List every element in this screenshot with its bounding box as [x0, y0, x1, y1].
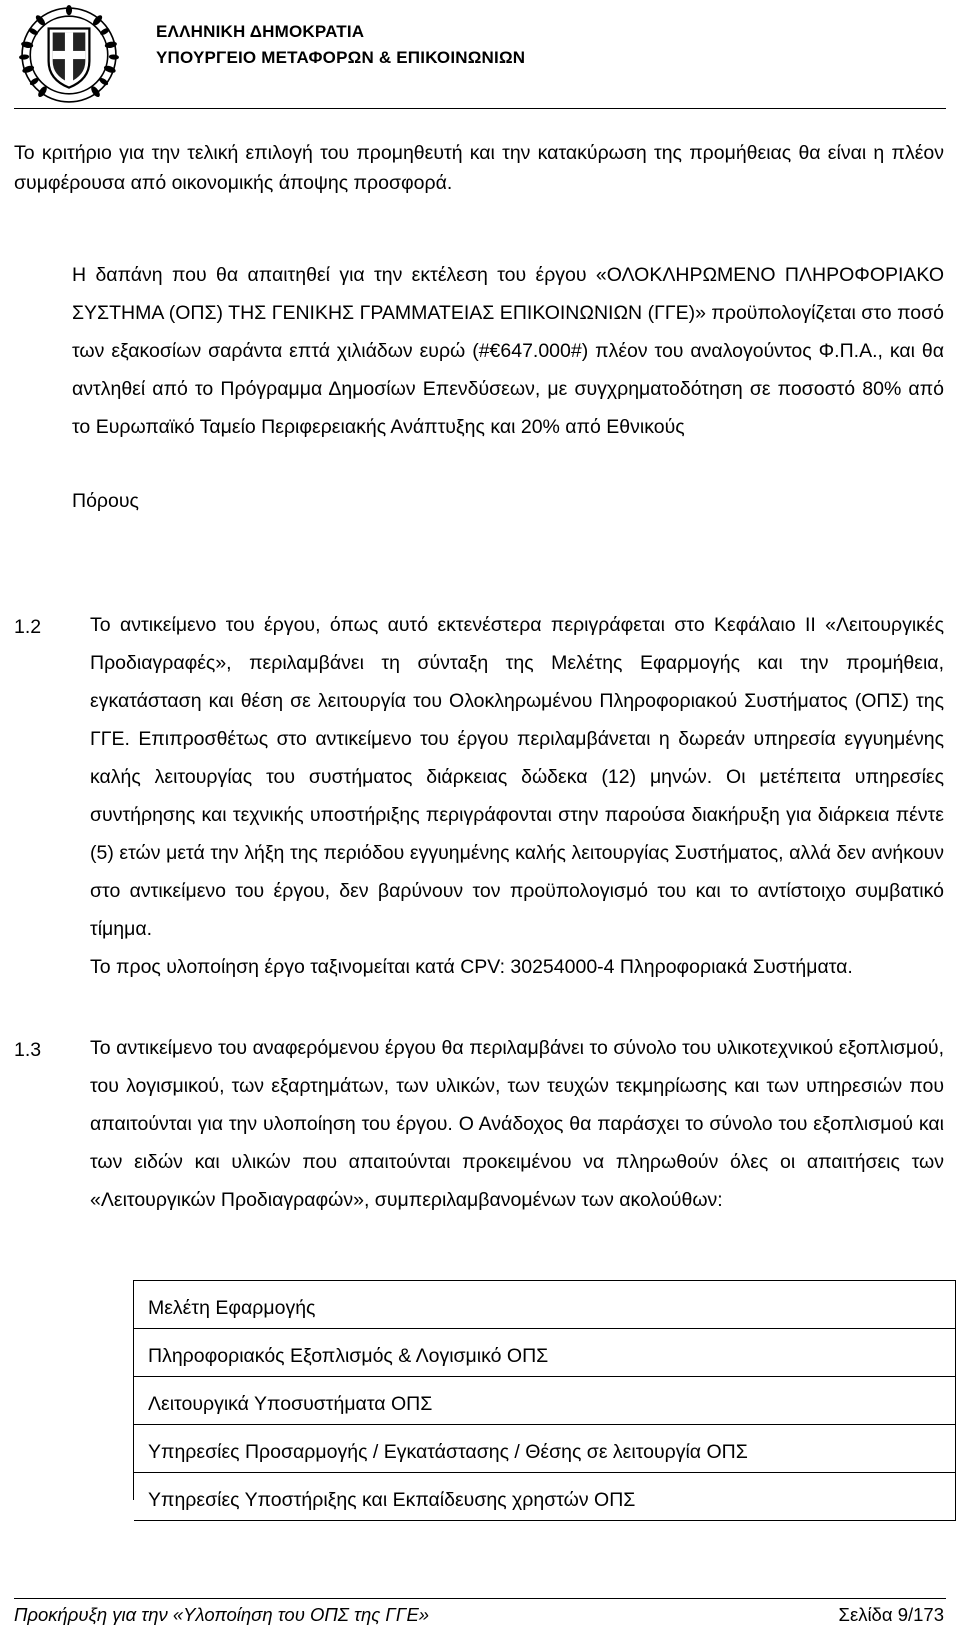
section-1-2-text: Το αντικείμενο του έργου, όπως αυτό εκτενέστερα περιγράφεται στο Κεφάλαιο ΙΙ «Λειτουργικές Προδιαγραφές», περιλαμβάνει τη σύνταξη της Μελέτης Εφαρμογής και την προμήθεια, εγκατάσταση και θέση σε λειτουργία του Ολοκληρωμένου Πληροφοριακού Συστήματος (ΟΠΣ) της ΓΓΕ. Επιπροσθέτως στο αντικείμενο του έργου περιλαμβάνεται η δωρεάν υπηρεσία εγγυημένης καλής λειτουργίας του συστήματος διάρκειας δώδεκα (12) μηνών. Οι μετέπειτα υπηρεσίες συντήρησης και τεχνικής υποστήριξης περιγράφονται στην παρούσα διακήρυξη για διάρκεια πέντε (5) ετών μετά την λήξη της περιόδου εγγυημένης καλής λειτουργίας Συστήματος, αλλά δεν ανήκουν στο αντικείμενο του έργου, δεν βαρύνουν τον προϋπολογισμό του και το αντίστοιχο συμβατικό τίμημα.: [90, 614, 944, 940]
table-row: [134, 1377, 955, 1425]
footer-page-number: Σελίδα 9/173: [838, 1604, 944, 1625]
table-row: [134, 1281, 955, 1329]
section-1-2-body: [90, 606, 944, 986]
page-header: [14, 4, 946, 109]
header-ministry: ΥΠΟΥΡΓΕΙΟ ΜΕΤΑΦΟΡΩΝ & ΕΠΙΚΟΙΝΩΝΙΩΝ: [156, 48, 526, 67]
table-row: [134, 1425, 955, 1473]
table-cell: Υπηρεσίες Προσαρμογής / Εγκατάστασης / Θέσης σε λειτουργία ΟΠΣ: [148, 1441, 748, 1463]
section-1-3-text: Το αντικείμενο του αναφερόμενου έργου θα περιλαμβάνει το σύνολο του υλικοτεχνικού εξοπλισμού, του λογισμικού, των εξαρτημάτων, των υλικών, των τευχών τεκμηρίωσης και των υπηρεσιών που απαιτούνται για την υλοποίηση του έργου. Ο Ανάδοχος θα παράσχει το σύνολο του εξοπλισμού και των ειδών και υλικών που απαιτούνται προκειμένου να πληρωθούν όλες οι απαιτήσεις των «Λειτουργικών Προδιαγραφών», συμπεριλαμβανομένων των ακολούθων:: [90, 1037, 944, 1211]
section-1-2-cpv: Το προς υλοποίηση έργο ταξινομείται κατά CPV: 30254000-4 Πληροφοριακά Συστήματα.: [90, 956, 853, 978]
footer-document-title: Προκήρυξη για την «Υλοποίηση του ΟΠΣ της ΓΓΕ»: [14, 1604, 430, 1625]
table-cell: Πληροφοριακός Εξοπλισμός & Λογισμικό ΟΠΣ: [148, 1345, 549, 1367]
table-row: [134, 1473, 955, 1521]
footer-divider: [14, 1598, 946, 1599]
table-cell: Υπηρεσίες Υποστήριξης και Εκπαίδευσης χρηστών ΟΠΣ: [148, 1489, 636, 1511]
table-row: [134, 1329, 955, 1377]
section-number-1-2: 1.2: [14, 616, 42, 638]
budget-paragraph-end: Πόρους: [72, 490, 139, 512]
table-cell: Μελέτη Εφαρμογής: [148, 1297, 316, 1319]
criterion-paragraph: Το κριτήριο για την τελική επιλογή του προμηθευτή και την κατακύρωση της προμήθειας θα είναι η πλέον συμφέρουσα από οικονομικής άποψης προσφορά.: [14, 142, 944, 194]
greek-state-seal-icon: [18, 4, 120, 106]
header-title: ΕΛΛΗΝΙΚΗ ΔΗΜΟΚΡΑΤΙΑ: [156, 22, 365, 41]
table-cell: Λειτουργικά Υποσυστήματα ΟΠΣ: [148, 1393, 433, 1415]
budget-paragraph: Η δαπάνη που θα απαιτηθεί για την εκτέλεση του έργου «ΟΛΟΚΛΗΡΩΜΕΝΟ ΠΛΗΡΟΦΟΡΙΑΚΟ ΣΥΣΤΗΜΑ (ΟΠΣ) ΤΗΣ ΓΕΝΙΚΗΣ ΓΡΑΜΜΑΤΕΙΑΣ ΕΠΙΚΟΙΝΩΝΙΩΝ (ΓΓΕ)» προϋπολογίζεται στο ποσό των εξακοσίων σαράντα επτά χιλιάδων ευρώ (#€647.000#) πλέον του αναλογούντος Φ.Π.Α., και θα αντληθεί από το Πρόγραμμα Δημοσίων Επενδύσεων, με συγχρηματοδότηση σε ποσοστό 80% από το Ευρωπαϊκό Ταμείο Περιφερειακής Ανάπτυξης και 20% από Εθνικούς: [72, 264, 944, 438]
deliverables-table: [133, 1280, 956, 1521]
section-number-1-3: 1.3: [14, 1039, 42, 1061]
